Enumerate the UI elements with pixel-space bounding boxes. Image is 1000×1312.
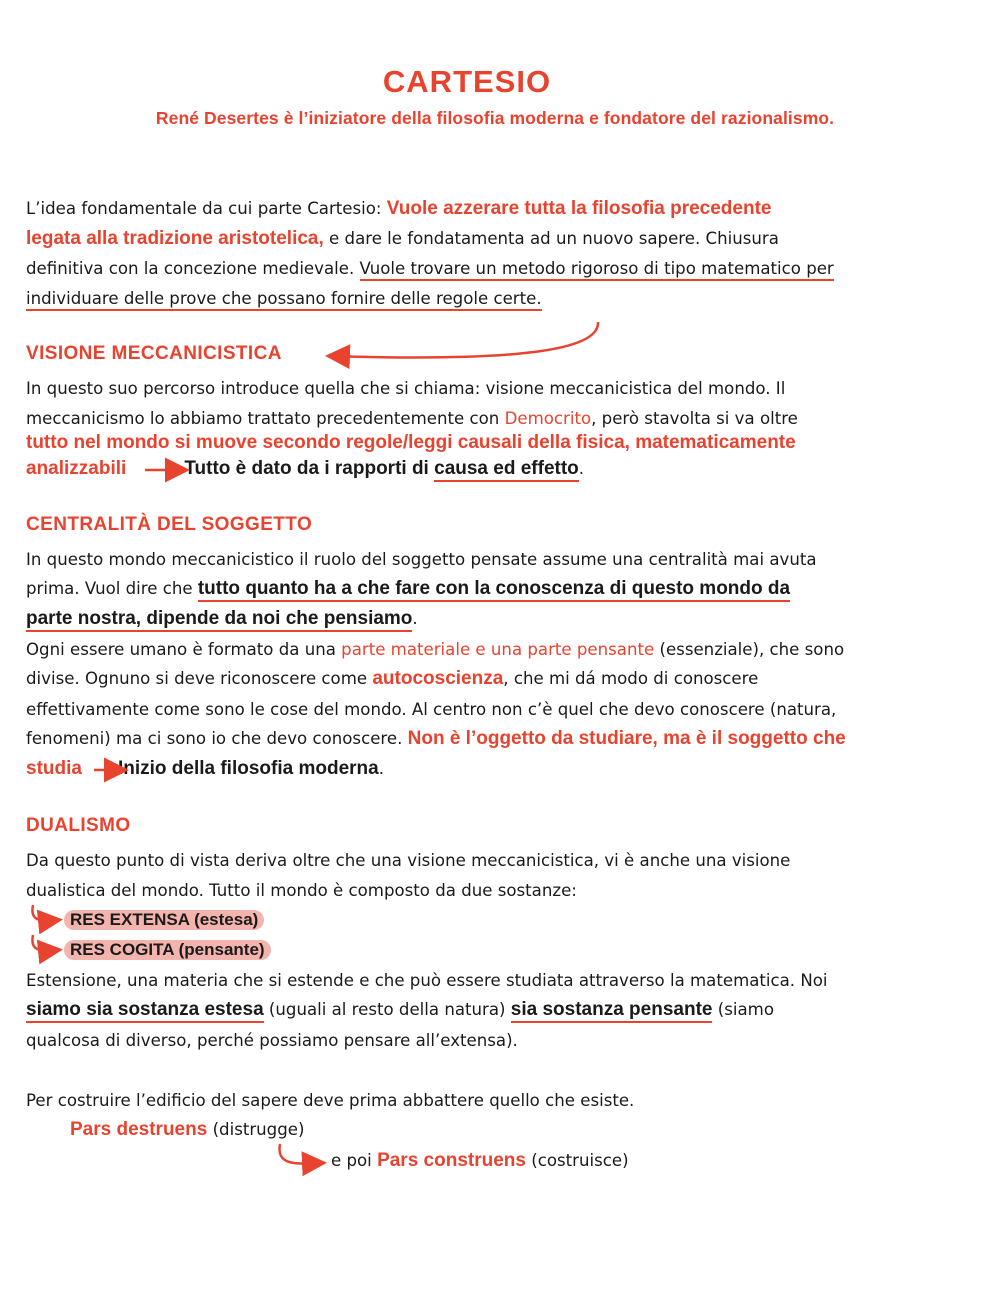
intro-highlight: Vuole azzerare tutta la filosofia precedente	[386, 198, 772, 219]
curved-arrow-to-visione-icon	[330, 322, 598, 358]
visione-text: In questo suo percorso introduce quella che si chiama: visione meccanicistica del mondo. Il	[26, 379, 786, 398]
centralita-text: .	[412, 609, 418, 628]
e-poi-text: e poi	[331, 1151, 378, 1170]
visione-highlight: analizzabili	[26, 458, 127, 479]
sostanza-estesa-underlined: siamo sia sostanza estesa	[26, 999, 264, 1023]
centralita-text: effettivamente come sono le cose del mondo. Al centro non c’è quel che devo conoscere (natura,	[26, 700, 837, 719]
dualismo-text: (uguali al resto della natura)	[263, 1000, 511, 1019]
visione-text: , però stavolta si va oltre	[591, 409, 798, 428]
centralita-text: .	[378, 759, 384, 778]
dualismo-text: Da questo punto di vista deriva oltre che una visione meccanicistica, vi è anche una visione	[26, 851, 791, 870]
visione-text: .	[578, 459, 585, 478]
res-cogita-pill: RES COGITA (pensante)	[64, 940, 271, 960]
page-title: CARTESIO	[382, 64, 552, 99]
intro-highlight: legata alla tradizione aristotelica,	[26, 228, 324, 249]
hook-arrow-pars-construens-icon	[279, 1144, 322, 1164]
centralita-text: Ogni essere umano è formato da una	[26, 640, 342, 659]
intro-text: L’idea fondamentale da cui parte Cartesio:	[26, 199, 387, 218]
section-heading-dualismo: DUALISMO	[26, 815, 131, 836]
visione-text: meccanicismo lo abbiamo trattato precedentemente con	[26, 409, 505, 428]
pars-destruens-note: (distrugge)	[207, 1120, 305, 1139]
visione-hand-text: Tutto è dato da i rapporti di	[184, 458, 435, 479]
res-extensa-pill: RES EXTENSA (estesa)	[64, 910, 264, 930]
autocoscienza-highlight: autocoscienza	[372, 668, 504, 689]
centralita-text: , che mi dá modo di conoscere	[503, 669, 759, 688]
section-heading-centralita: CENTRALITÀ DEL SOGGETTO	[26, 514, 313, 535]
centralita-text: fenomeni) ma ci sono io che devo conoscere.	[26, 729, 408, 748]
dualismo-text: Estensione, una materia che si estende e che può essere studiata attraverso la matematica. Noi	[26, 971, 828, 990]
intro-text: e dare le fondatamenta ad un nuovo sapere. Chiusura	[323, 229, 779, 248]
visione-highlight: tutto nel mondo si muove secondo regole/leggi causali della fisica, matematicamente	[26, 432, 796, 453]
centralita-underlined: parte nostra, dipende da noi che pensiamo	[26, 608, 412, 632]
centralita-text: In questo mondo meccanicistico il ruolo del soggetto pensate assume una centralità mai avuta	[26, 550, 817, 569]
intro-underlined: Vuole trovare un metodo rigoroso di tipo matematico per	[360, 259, 834, 281]
intro-underlined: individuare delle prove che possano fornire delle regole certe.	[26, 289, 542, 311]
hook-arrow-res-cogita-icon	[32, 935, 58, 951]
pars-destruens: Pars destruens	[70, 1119, 208, 1140]
centralita-text: prima. Vuol dire che	[26, 579, 198, 598]
centralita-text: divise. Ognuno si deve riconoscere come	[26, 669, 373, 688]
filosofia-moderna-text: Inizio della filosofia moderna	[117, 758, 379, 779]
causa-effetto-underlined: causa ed effetto	[434, 458, 579, 482]
centralita-underlined: tutto quanto ha a che fare con la conoscenza di questo mondo da	[198, 578, 790, 602]
dualismo-text: qualcosa di diverso, perché possiamo pensare all’extensa).	[26, 1031, 518, 1050]
parte-materiale-highlight: parte materiale e una parte pensante	[341, 640, 655, 659]
hook-arrow-res-extensa-icon	[32, 905, 58, 921]
pars-construens-note: (costruisce)	[525, 1151, 629, 1170]
pars-construens: Pars construens	[377, 1150, 526, 1171]
dualismo-text: dualistica del mondo. Tutto il mondo è composto da due sostanze:	[26, 881, 577, 900]
intro-text: definitiva con la concezione medievale.	[26, 259, 360, 278]
centralita-text: (essenziale), che sono	[654, 640, 845, 659]
section-heading-visione: VISIONE MECCANICISTICA	[26, 343, 282, 364]
edificio-text: Per costruire l’edificio del sapere deve prima abbattere quello che esiste.	[26, 1091, 635, 1110]
soggetto-highlight: Non è l’oggetto da studiare, ma è il soggetto che	[407, 728, 846, 749]
page-subtitle: René Desertes è l’iniziatore della filosofia moderna e fondatore del razionalismo.	[155, 108, 835, 128]
soggetto-highlight: studia	[26, 758, 82, 779]
democrito-highlight: Democrito	[504, 409, 592, 428]
dualismo-text: (siamo	[712, 1000, 774, 1019]
sostanza-pensante-underlined: sia sostanza pensante	[511, 999, 713, 1023]
